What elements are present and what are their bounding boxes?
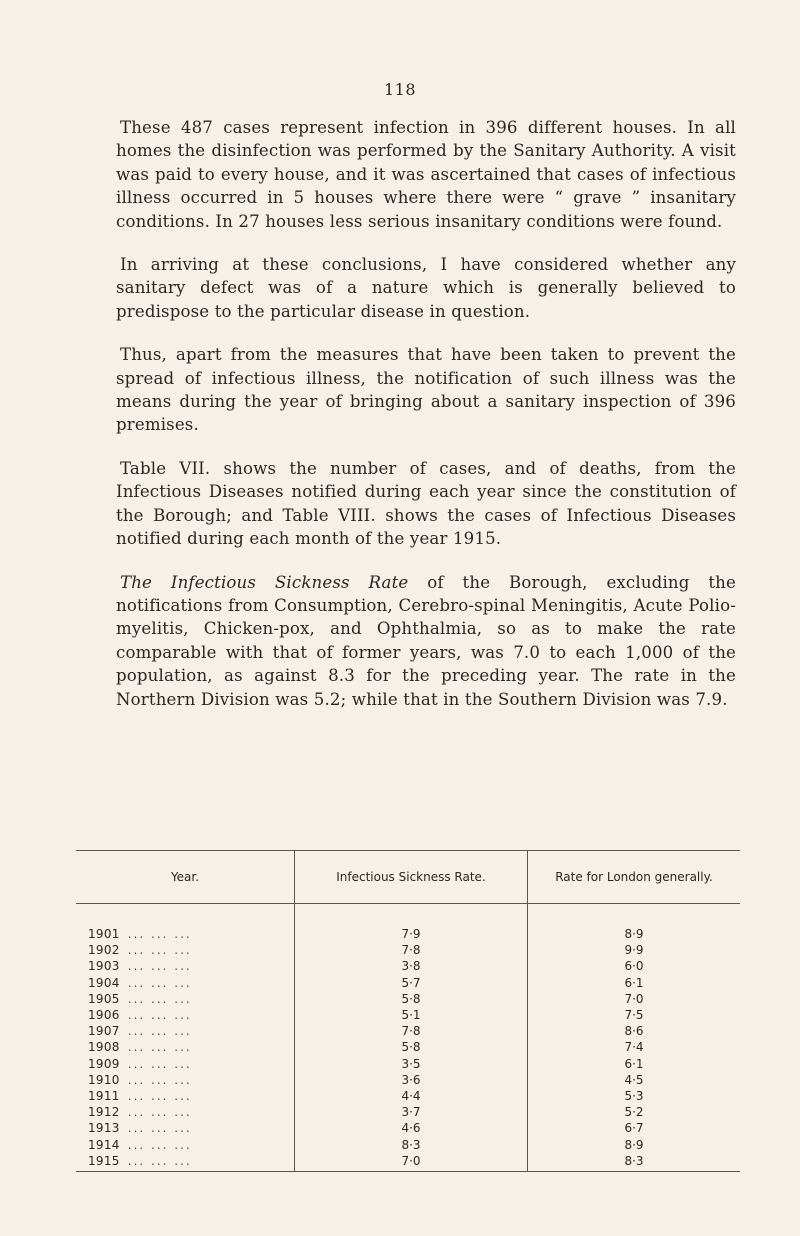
table-row	[76, 958, 740, 974]
london-rate-cell: 4·5	[528, 1072, 741, 1088]
infectious-sickness-rate-cell: 5·7	[295, 975, 528, 991]
year-value: 1911	[88, 1088, 120, 1103]
table-body	[76, 904, 740, 1172]
header-infectious-sickness-rate: Infectious Sickness Rate.	[295, 851, 528, 904]
london-rate-cell: 6·1	[528, 1056, 741, 1072]
london-rate-cell: 8·9	[528, 1136, 741, 1152]
leader-dots: ... ... ...	[127, 1121, 192, 1136]
year-value: 1912	[88, 1105, 120, 1120]
paragraph-tables: Table VII. shows the number of cases, and of deaths, from the Infectious Diseases notified during each year since the constitution of the Borough; and Table VIII. shows the cases of Infectious Diseases notified during each month of the year 1915.	[116, 458, 736, 549]
infectious-sickness-rate-cell: 5·8	[295, 1039, 528, 1055]
leader-dots: ... ... ...	[127, 1105, 192, 1120]
infectious-sickness-rate-cell: 5·8	[295, 991, 528, 1007]
leader-dots: ... ... ...	[127, 975, 192, 990]
year-value: 1915	[88, 1153, 120, 1168]
table-row	[76, 1072, 740, 1088]
body-text	[116, 116, 736, 731]
leader-dots: ... ... ...	[127, 1040, 192, 1055]
london-rate-cell: 7·0	[528, 991, 741, 1007]
year-cell	[76, 1088, 295, 1104]
london-rate-cell: 7·4	[528, 1039, 741, 1055]
year-value: 1913	[88, 1121, 120, 1136]
paragraph-conclusions: In arriving at these conclusions, I have considered whether any sanitary defect was of a nature which is generally believed to predispose to the particular disease in question.	[116, 255, 736, 321]
year-value: 1905	[88, 991, 120, 1006]
year-value: 1903	[88, 959, 120, 974]
infectious-sickness-rate-cell: 7·8	[295, 1023, 528, 1039]
infectious-sickness-rate-cell: 3·7	[295, 1104, 528, 1120]
infectious-sickness-rate-cell: 5·1	[295, 1007, 528, 1023]
infectious-sickness-rate-cell: 7·0	[295, 1153, 528, 1172]
year-value: 1904	[88, 975, 120, 990]
sickness-rate-text: of the Borough, excluding the notifications from Consumption, Cerebro-spinal Meningitis, Acute Polio-myelitis, Chicken-pox, and Ophthalmia, so as to make the rate comparable with that of former years, was 7.0 to each 1,000 of the population, as against 8.3 for the preceding year. The rate in the Northern Division was 5.2; while that in the Southern Division was 7.9.	[116, 572, 736, 709]
paragraph-measures: Thus, apart from the measures that have been taken to prevent the spread of infectious illness, the notification of such illness was the means during the year of bringing about a sanitary inspection of 396 premises.	[116, 345, 736, 435]
year-cell	[76, 975, 295, 991]
london-rate-cell: 8·3	[528, 1153, 741, 1172]
year-value: 1909	[88, 1056, 120, 1071]
table-spacer-row	[76, 904, 740, 927]
infectious-sickness-rate-cell: 7·9	[295, 926, 528, 942]
year-cell	[76, 1104, 295, 1120]
table-row	[76, 991, 740, 1007]
leader-dots: ... ... ...	[127, 1153, 192, 1168]
year-value: 1906	[88, 1008, 120, 1023]
london-rate-cell: 6·0	[528, 958, 741, 974]
header-year: Year.	[76, 851, 295, 904]
year-value: 1902	[88, 943, 120, 958]
table-row	[76, 942, 740, 958]
year-value: 1914	[88, 1137, 120, 1152]
london-rate-cell: 5·3	[528, 1088, 741, 1104]
year-cell	[76, 926, 295, 942]
london-rate-cell: 9·9	[528, 942, 741, 958]
leader-dots: ... ... ...	[127, 943, 192, 958]
year-cell	[76, 1072, 295, 1088]
london-rate-cell: 7·5	[528, 1007, 741, 1023]
infectious-sickness-rate-cell: 3·8	[295, 958, 528, 974]
leader-dots: ... ... ...	[127, 1008, 192, 1023]
year-value: 1908	[88, 1040, 120, 1055]
year-cell	[76, 1007, 295, 1023]
year-cell	[76, 1039, 295, 1055]
leader-dots: ... ... ...	[127, 991, 192, 1006]
leader-dots: ... ... ...	[127, 959, 192, 974]
table-row	[76, 1153, 740, 1172]
leader-dots: ... ... ...	[127, 1088, 192, 1103]
year-value: 1901	[88, 927, 120, 942]
london-rate-cell: 8·9	[528, 926, 741, 942]
table-row	[76, 1120, 740, 1136]
leader-dots: ... ... ...	[127, 1056, 192, 1071]
leader-dots: ... ... ...	[127, 927, 192, 942]
london-rate-cell: 6·1	[528, 975, 741, 991]
infectious-sickness-rate-cell: 3·6	[295, 1072, 528, 1088]
paragraph-houses: These 487 cases represent infection in 396 different houses. In all homes the disinfection was performed by the Sanitary Authority. A visit was paid to every house, and it was ascertained that cases of infectious illness occurred in 5 houses where there were “ grave ” insanitary conditions. In 27 houses less serious insanitary conditions were found.	[116, 118, 736, 231]
paragraph-sickness-rate	[116, 571, 736, 711]
table-row	[76, 1039, 740, 1055]
year-cell	[76, 1136, 295, 1152]
sickness-rate-table	[76, 850, 740, 1172]
infectious-sickness-rate-cell: 4·6	[295, 1120, 528, 1136]
infectious-sickness-rate-cell: 4·4	[295, 1088, 528, 1104]
table-header-row	[76, 851, 740, 904]
year-cell	[76, 1023, 295, 1039]
header-london-rate: Rate for London generally.	[528, 851, 741, 904]
infectious-sickness-rate-cell: 8·3	[295, 1136, 528, 1152]
page-number: 118	[383, 80, 417, 99]
year-value: 1907	[88, 1024, 120, 1039]
year-cell	[76, 958, 295, 974]
table-row	[76, 1023, 740, 1039]
table-row	[76, 1088, 740, 1104]
table-row	[76, 975, 740, 991]
table-row	[76, 1056, 740, 1072]
infectious-sickness-rate-cell: 7·8	[295, 942, 528, 958]
sickness-rate-heading: The Infectious Sickness Rate	[120, 572, 409, 592]
london-rate-cell: 8·6	[528, 1023, 741, 1039]
london-rate-cell: 6·7	[528, 1120, 741, 1136]
london-rate-cell: 5·2	[528, 1104, 741, 1120]
year-cell	[76, 1056, 295, 1072]
table-row	[76, 1136, 740, 1152]
leader-dots: ... ... ...	[127, 1072, 192, 1087]
table-row	[76, 1007, 740, 1023]
table-row	[76, 926, 740, 942]
infectious-sickness-rate-cell: 3·5	[295, 1056, 528, 1072]
leader-dots: ... ... ...	[127, 1137, 192, 1152]
year-cell	[76, 991, 295, 1007]
year-cell	[76, 942, 295, 958]
year-cell	[76, 1153, 295, 1172]
leader-dots: ... ... ...	[127, 1024, 192, 1039]
year-cell	[76, 1120, 295, 1136]
year-value: 1910	[88, 1072, 120, 1087]
table-row	[76, 1104, 740, 1120]
